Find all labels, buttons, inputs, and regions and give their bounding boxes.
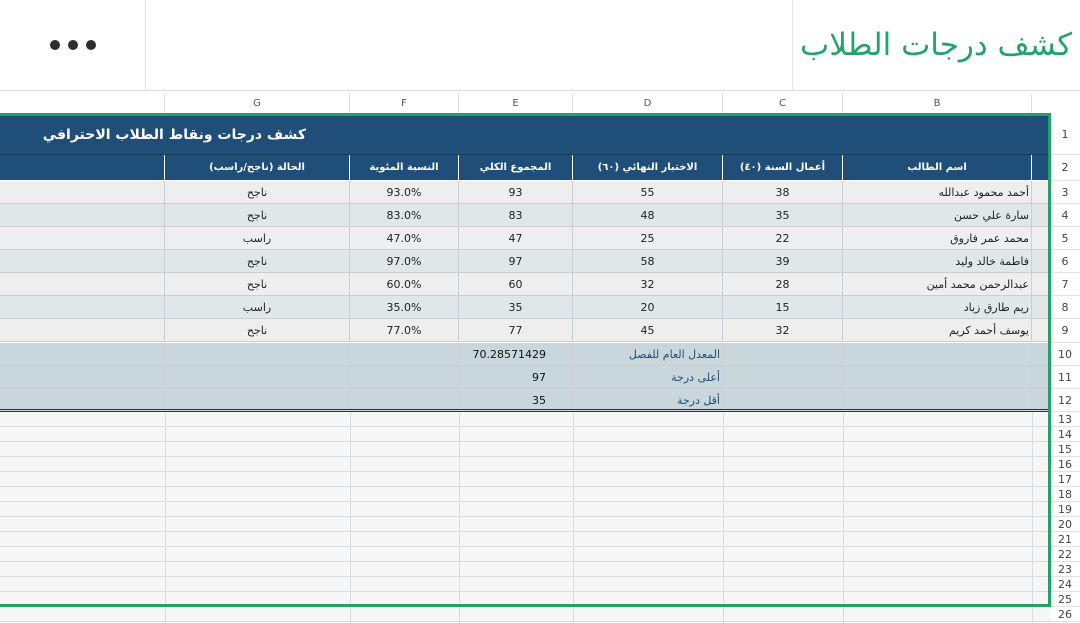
header-percent[interactable]: النسبة المئوية xyxy=(350,155,459,181)
cell-blank[interactable] xyxy=(0,296,165,319)
cell-status[interactable]: ناجح xyxy=(165,181,350,204)
empty-row[interactable] xyxy=(0,517,1050,532)
cell-student-name[interactable]: عبدالرحمن محمد أمين xyxy=(843,273,1032,296)
summary-label[interactable]: المعدل العام للفصل xyxy=(573,343,723,366)
gridline xyxy=(165,412,166,623)
row-number[interactable]: 12 xyxy=(1050,389,1080,412)
header-status[interactable]: الحالة (ناجح/راسب) xyxy=(165,155,350,181)
cell-student-name[interactable]: ريم طارق زياد xyxy=(843,296,1032,319)
summary-label[interactable]: أعلى درجة xyxy=(573,366,723,389)
summary-blank[interactable] xyxy=(165,343,350,366)
column-header-corner xyxy=(1032,94,1080,113)
header-total[interactable]: المجموع الكلي xyxy=(459,155,573,181)
summary-blank[interactable] xyxy=(0,343,165,366)
summary-value[interactable]: 97 xyxy=(459,366,573,389)
row-number[interactable]: 10 xyxy=(1050,343,1080,366)
header-cell-edge[interactable] xyxy=(1032,155,1050,181)
row-number[interactable]: 15 xyxy=(1050,442,1080,457)
cell-final-exam[interactable]: 32 xyxy=(573,273,723,296)
cell-total[interactable]: 83 xyxy=(459,204,573,227)
cell-final-exam[interactable]: 55 xyxy=(573,181,723,204)
header-year-work[interactable]: أعمال السنة (٤٠) xyxy=(723,155,843,181)
cell-year-work[interactable]: 32 xyxy=(723,319,843,342)
cell-status[interactable]: ناجح xyxy=(165,273,350,296)
row-number[interactable]: 26 xyxy=(1050,607,1080,622)
summary-blank[interactable] xyxy=(350,343,459,366)
cell-year-work[interactable]: 38 xyxy=(723,181,843,204)
cell-edge[interactable] xyxy=(1032,273,1050,296)
cell-student-name[interactable]: أحمد محمود عبدالله xyxy=(843,181,1032,204)
more-horizontal-icon xyxy=(50,40,60,50)
cell-status[interactable]: ناجح xyxy=(165,204,350,227)
header-cell-blank[interactable] xyxy=(0,155,165,181)
cell-student-name[interactable]: سارة علي حسن xyxy=(843,204,1032,227)
cell-percent[interactable]: 83.0% xyxy=(350,204,459,227)
more-dot xyxy=(86,40,96,50)
cell-status[interactable]: ناجح xyxy=(165,250,350,273)
empty-row[interactable] xyxy=(0,592,1050,607)
row-number[interactable]: 2 xyxy=(1050,155,1080,181)
column-header-f[interactable]: F xyxy=(350,94,459,113)
cell-student-name[interactable]: فاطمة خالد وليد xyxy=(843,250,1032,273)
gridline xyxy=(1032,412,1033,623)
empty-row[interactable] xyxy=(0,427,1050,442)
column-header-g[interactable]: G xyxy=(165,94,350,113)
cell-edge[interactable] xyxy=(1032,319,1050,342)
document-title[interactable]: كشف درجات الطلاب xyxy=(792,0,1080,90)
cell-edge[interactable] xyxy=(1032,181,1050,204)
row-number[interactable]: 23 xyxy=(1050,562,1080,577)
row-number[interactable]: 8 xyxy=(1050,296,1080,319)
cell-final-exam[interactable]: 45 xyxy=(573,319,723,342)
gridline xyxy=(350,412,351,623)
top-bar xyxy=(0,0,1080,91)
summary-blank[interactable] xyxy=(165,366,350,389)
row-number[interactable]: 5 xyxy=(1050,227,1080,250)
cell-blank[interactable] xyxy=(0,273,165,296)
summary-blank[interactable] xyxy=(723,366,843,389)
row-number[interactable]: 22 xyxy=(1050,547,1080,562)
cell-blank[interactable] xyxy=(0,227,165,250)
empty-row[interactable] xyxy=(0,457,1050,472)
cell-status[interactable]: راسب xyxy=(165,227,350,250)
cell-year-work[interactable]: 28 xyxy=(723,273,843,296)
cell-blank[interactable] xyxy=(0,250,165,273)
empty-row[interactable] xyxy=(0,502,1050,517)
summary-value[interactable]: 35 xyxy=(459,389,573,412)
cell-blank[interactable] xyxy=(0,181,165,204)
cell-edge[interactable] xyxy=(1032,250,1050,273)
more-options-button[interactable] xyxy=(0,0,146,90)
column-header-c[interactable]: C xyxy=(723,94,843,113)
empty-row[interactable] xyxy=(0,547,1050,562)
header-final-exam[interactable]: الاختبار النهائي (٦٠) xyxy=(573,155,723,181)
summary-blank[interactable] xyxy=(723,343,843,366)
empty-row[interactable] xyxy=(0,487,1050,502)
row-number[interactable]: 14 xyxy=(1050,427,1080,442)
more-dot xyxy=(68,40,78,50)
cell-year-work[interactable]: 35 xyxy=(723,204,843,227)
cell-final-exam[interactable]: 25 xyxy=(573,227,723,250)
summary-blank[interactable] xyxy=(350,366,459,389)
row-number[interactable]: 1 xyxy=(1050,115,1080,155)
cell-year-work[interactable]: 22 xyxy=(723,227,843,250)
cell-edge[interactable] xyxy=(1032,227,1050,250)
cell-student-name[interactable]: محمد عمر فاروق xyxy=(843,227,1032,250)
empty-row[interactable] xyxy=(0,472,1050,487)
cell-percent[interactable]: 97.0% xyxy=(350,250,459,273)
column-header-e[interactable]: E xyxy=(459,94,573,113)
summary-blank[interactable] xyxy=(843,343,1032,366)
column-header-b[interactable]: B xyxy=(843,94,1032,113)
cell-total[interactable]: 47 xyxy=(459,227,573,250)
row-number[interactable]: 6 xyxy=(1050,250,1080,273)
cell-percent[interactable]: 35.0% xyxy=(350,296,459,319)
cell-edge[interactable] xyxy=(1032,296,1050,319)
cell-student-name[interactable]: يوسف أحمد كريم xyxy=(843,319,1032,342)
cell-total[interactable]: 93 xyxy=(459,181,573,204)
cell-status[interactable]: راسب xyxy=(165,296,350,319)
summary-edge[interactable] xyxy=(1032,343,1050,366)
row-number[interactable]: 24 xyxy=(1050,577,1080,592)
row-number[interactable]: 11 xyxy=(1050,366,1080,389)
empty-row[interactable] xyxy=(0,577,1050,592)
cell-percent[interactable]: 60.0% xyxy=(350,273,459,296)
row-number[interactable]: 9 xyxy=(1050,319,1080,343)
summary-blank[interactable] xyxy=(0,366,165,389)
row-number[interactable]: 7 xyxy=(1050,273,1080,296)
cell-total[interactable]: 35 xyxy=(459,296,573,319)
cell-year-work[interactable]: 39 xyxy=(723,250,843,273)
gridline xyxy=(723,412,724,623)
cell-total[interactable]: 97 xyxy=(459,250,573,273)
header-student-name[interactable]: اسم الطالب xyxy=(843,155,1032,181)
sheet-title: كشف درجات ونقاط الطلاب الاحترافي xyxy=(42,127,306,143)
row-number[interactable]: 21 xyxy=(1050,532,1080,547)
row-number[interactable]: 4 xyxy=(1050,204,1080,227)
row-number[interactable]: 17 xyxy=(1050,472,1080,487)
sheet-title-band[interactable] xyxy=(0,115,1050,155)
cell-final-exam[interactable]: 58 xyxy=(573,250,723,273)
summary-blank[interactable] xyxy=(843,366,1032,389)
empty-row[interactable] xyxy=(0,442,1050,457)
cell-percent[interactable]: 93.0% xyxy=(350,181,459,204)
cell-total[interactable]: 77 xyxy=(459,319,573,342)
cell-status[interactable]: ناجح xyxy=(165,319,350,342)
cell-year-work[interactable]: 15 xyxy=(723,296,843,319)
empty-row[interactable] xyxy=(0,412,1050,427)
cell-total[interactable]: 60 xyxy=(459,273,573,296)
row-number[interactable]: 25 xyxy=(1050,592,1080,607)
gridline xyxy=(843,412,844,623)
summary-label[interactable]: أقل درجة xyxy=(573,389,723,412)
column-header-d[interactable]: D xyxy=(573,94,723,113)
row-number[interactable]: 16 xyxy=(1050,457,1080,472)
summary-edge[interactable] xyxy=(1032,366,1050,389)
empty-row[interactable] xyxy=(0,607,1050,622)
gridline xyxy=(573,412,574,623)
column-header-blank[interactable] xyxy=(0,94,165,113)
cell-percent[interactable]: 77.0% xyxy=(350,319,459,342)
cell-blank[interactable] xyxy=(0,319,165,342)
row-number[interactable]: 3 xyxy=(1050,181,1080,204)
cell-percent[interactable]: 47.0% xyxy=(350,227,459,250)
row-number[interactable]: 13 xyxy=(1050,412,1080,427)
cell-final-exam[interactable]: 48 xyxy=(573,204,723,227)
cell-blank[interactable] xyxy=(0,204,165,227)
row-number[interactable]: 18 xyxy=(1050,487,1080,502)
cell-final-exam[interactable]: 20 xyxy=(573,296,723,319)
empty-row[interactable] xyxy=(0,532,1050,547)
empty-row[interactable] xyxy=(0,562,1050,577)
cell-edge[interactable] xyxy=(1032,204,1050,227)
summary-value[interactable]: 70.28571429 xyxy=(459,343,573,366)
gridline xyxy=(459,412,460,623)
row-number[interactable]: 19 xyxy=(1050,502,1080,517)
row-number[interactable]: 20 xyxy=(1050,517,1080,532)
